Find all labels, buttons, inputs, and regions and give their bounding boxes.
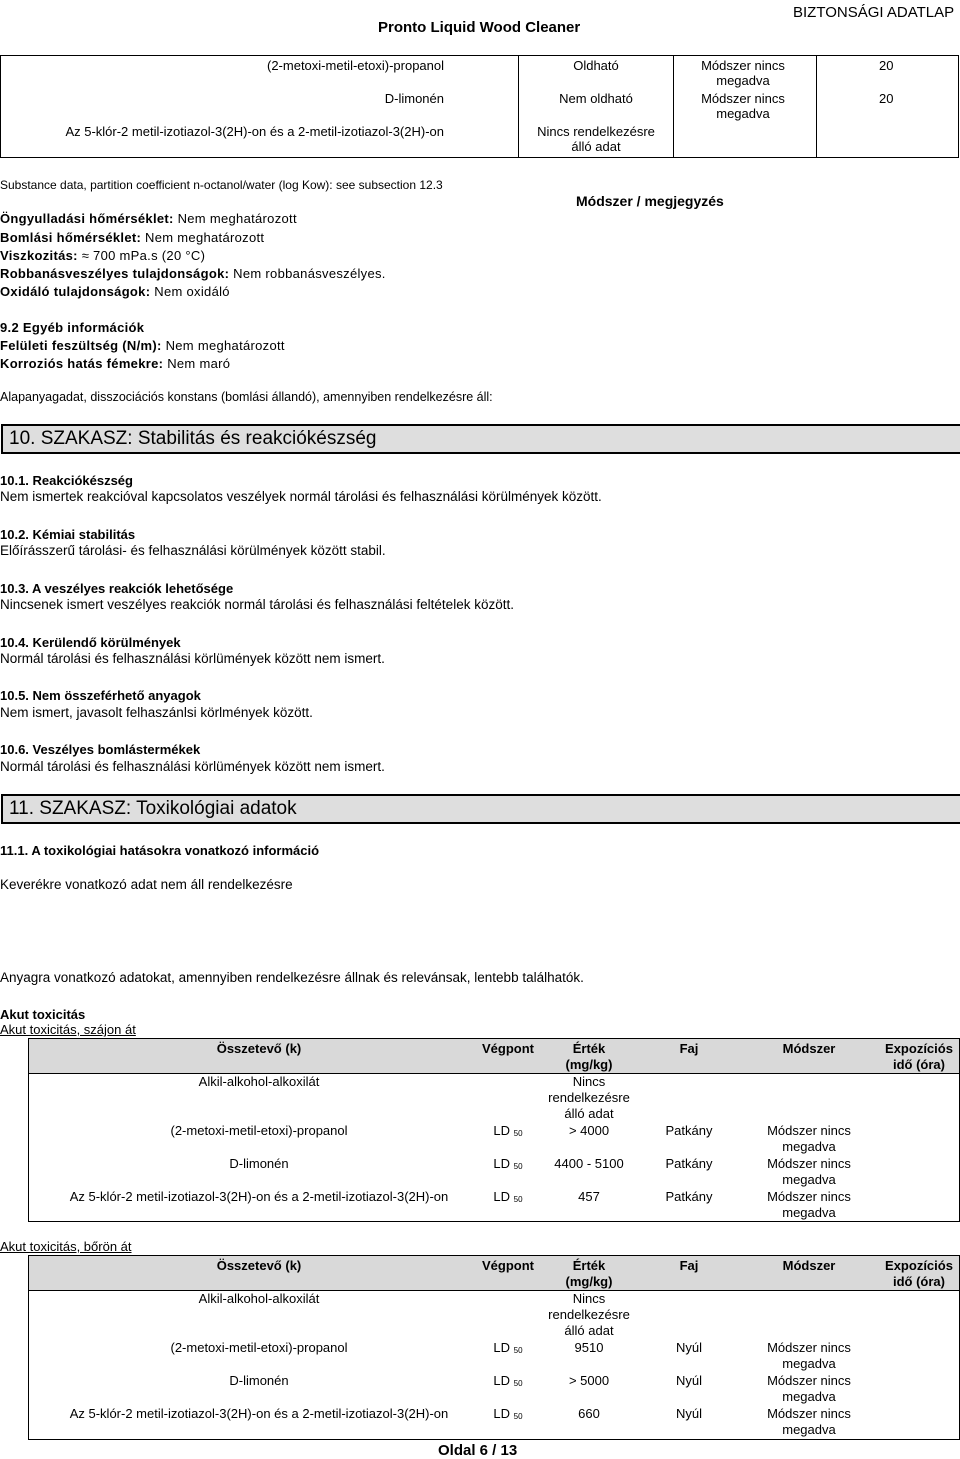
component-name: Alkil-alkohol-alkoxilát	[198, 1074, 320, 1089]
document-type: BIZTONSÁGI ADATLAP	[793, 4, 955, 21]
property-label: Korroziós hatás fémekre:	[0, 356, 164, 371]
method-cell	[759, 1156, 859, 1188]
partition-note: Substance data, partition coefficient n-octanol/water (log Kow): see subsection 12.3	[0, 178, 443, 192]
property-label: Viszkozitás:	[0, 248, 78, 263]
subsection-heading: 10.6. Veszélyes bomlástermékek	[0, 742, 201, 757]
endpoint-text: LD	[493, 1123, 511, 1138]
table-row	[1, 58, 958, 90]
explosive-properties	[0, 266, 386, 281]
endpoint-cell	[473, 1340, 543, 1359]
endpoint-cell	[473, 1406, 543, 1425]
col-component: Összetevő (k)	[216, 1041, 302, 1056]
species-cell: Nyúl	[675, 1340, 702, 1355]
method-line-2: megadva	[782, 1172, 836, 1187]
property-value: Nem oxidáló	[154, 284, 230, 299]
corrosive-properties	[0, 356, 230, 371]
component-name: D-limonén	[229, 1373, 289, 1388]
method-line-1: Módszer nincs	[767, 1406, 851, 1421]
property-value: Nem maró	[167, 356, 231, 371]
component-name: (2-metoxi-metil-etoxi)-propanol	[170, 1123, 348, 1138]
subsection-heading: 10.2. Kémiai stabilitás	[0, 527, 136, 542]
species-cell: Patkány	[665, 1123, 713, 1138]
component-name: Alkil-alkohol-alkoxilát	[198, 1291, 320, 1306]
col-component: Összetevő (k)	[216, 1258, 302, 1273]
value-line-2: rendelkezésre	[548, 1307, 630, 1322]
col-value	[539, 1041, 639, 1073]
property-label: Bomlási hőmérséklet:	[0, 230, 142, 245]
col-exposure	[879, 1041, 959, 1073]
numeric-value: 20	[879, 91, 894, 106]
section-11-heading: 11. SZAKASZ: Toxikológiai adatok	[1, 794, 960, 824]
endpoint-text: LD	[493, 1189, 511, 1204]
solubility-line-2: álló adat	[571, 139, 621, 154]
endpoint-subscript: 50	[513, 1162, 523, 1171]
property-label: Oxidáló tulajdonságok:	[0, 284, 151, 299]
method-cell	[759, 1373, 859, 1405]
method-line-1: Módszer nincs	[767, 1123, 851, 1138]
method-cell	[759, 1189, 859, 1221]
method-line-1: Módszer nincs	[767, 1340, 851, 1355]
mixture-note: Keverékre vonatkozó adat nem áll rendelkezésre	[0, 877, 293, 892]
col-exposure	[879, 1258, 959, 1290]
method-line-2: megadva	[716, 73, 770, 88]
method-line-2: megadva	[782, 1422, 836, 1437]
col-exposure-line-1: Expozíciós	[885, 1258, 953, 1273]
page-number: Oldal 6 / 13	[438, 1442, 518, 1459]
value-cell: 4400 - 5100	[554, 1156, 624, 1171]
endpoint-text: LD	[493, 1156, 511, 1171]
substance-note: Anyagra vonatkozó adatokat, amennyiben rendelkezésre állnak és relevánsak, lentebb találhatók.	[0, 970, 584, 985]
component-name: Az 5-klór-2 metil-izotiazol-3(2H)-on és a 2-metil-izotiazol-3(2H)-on	[69, 1189, 449, 1204]
component-name: Az 5-klór-2 metil-izotiazol-3(2H)-on és a 2-metil-izotiazol-3(2H)-on	[65, 124, 444, 139]
method-line-2: megadva	[782, 1356, 836, 1371]
subsection-heading: 11.1. A toxikológiai hatásokra vonatkozó információ	[0, 843, 320, 858]
endpoint-subscript: 50	[513, 1129, 523, 1138]
product-title: Pronto Liquid Wood Cleaner	[378, 19, 581, 36]
value-cell	[539, 1291, 639, 1339]
table-row	[1, 91, 958, 123]
dissociation-note: Alapanyagadat, disszociációs konstans (bomlási állandó), amennyiben rendelkezésre áll:	[0, 390, 493, 404]
method-value	[673, 58, 813, 88]
value-cell: > 5000	[568, 1373, 610, 1388]
solubility-table	[0, 55, 959, 158]
col-exposure-line-2: idő (óra)	[893, 1274, 945, 1289]
method-line-2: megadva	[782, 1205, 836, 1220]
species-cell: Nyúl	[675, 1373, 702, 1388]
decomposition-temperature	[0, 230, 264, 245]
col-species: Faj	[679, 1041, 699, 1056]
method-line-1: Módszer nincs	[767, 1156, 851, 1171]
value-line-3: álló adat	[564, 1323, 614, 1338]
component-name: D-limonén	[384, 91, 444, 106]
endpoint-subscript: 50	[513, 1379, 523, 1388]
endpoint-subscript: 50	[513, 1346, 523, 1355]
method-cell	[759, 1340, 859, 1372]
solubility-value: Nem oldható	[559, 91, 633, 106]
viscosity	[0, 248, 205, 263]
method-value	[673, 91, 813, 121]
col-value-line-2: (mg/kg)	[565, 1274, 613, 1289]
value-line-1: Nincs	[572, 1074, 606, 1089]
oral-caption: Akut toxicitás, szájon át	[0, 1022, 136, 1037]
dermal-caption: Akut toxicitás, bőrön át	[0, 1239, 132, 1254]
section-10-heading: 10. SZAKASZ: Stabilitás és reakciókészség	[1, 424, 960, 454]
dermal-toxicity-table	[28, 1255, 960, 1440]
method-column-header: Módszer / megjegyzés	[576, 193, 724, 209]
property-label: Robbanásveszélyes tulajdonságok:	[0, 266, 230, 281]
property-value: Nem meghatározott	[177, 211, 297, 226]
subsection-text: Előírásszerű tárolási- és felhasználási körülmények között stabil.	[0, 543, 386, 558]
value-cell	[539, 1074, 639, 1122]
property-value: Nem meghatározott	[145, 230, 265, 245]
species-cell: Patkány	[665, 1189, 713, 1204]
property-label: Öngyulladási hőmérséklet:	[0, 211, 174, 226]
property-value: ≈ 700 mPa.s (20 °C)	[81, 248, 206, 263]
value-line-2: rendelkezésre	[548, 1090, 630, 1105]
species-cell: Patkány	[665, 1156, 713, 1171]
endpoint-cell	[473, 1189, 543, 1208]
species-cell: Nyúl	[675, 1406, 702, 1421]
method-line-1: Módszer nincs	[767, 1189, 851, 1204]
value-cell: 457	[578, 1189, 600, 1204]
method-line-1: Módszer nincs	[767, 1373, 851, 1388]
acute-toxicity-heading: Akut toxicitás	[0, 1007, 86, 1022]
method-cell	[759, 1123, 859, 1155]
solubility-value	[526, 124, 666, 154]
property-value: Nem meghatározott	[165, 338, 285, 353]
table-header	[29, 1039, 959, 1074]
col-value-line-1: Érték	[572, 1041, 606, 1056]
col-method: Módszer	[782, 1258, 836, 1273]
numeric-value: 20	[879, 58, 894, 73]
col-method: Módszer	[782, 1041, 836, 1056]
subsection-heading: 10.3. A veszélyes reakciók lehetősége	[0, 581, 234, 596]
method-line-1: Módszer nincs	[701, 91, 785, 106]
endpoint-text: LD	[493, 1406, 511, 1421]
surface-tension	[0, 338, 285, 353]
endpoint-subscript: 50	[513, 1412, 523, 1421]
value-line-3: álló adat	[564, 1106, 614, 1121]
method-line-2: megadva	[782, 1139, 836, 1154]
endpoint-text: LD	[493, 1373, 511, 1388]
table-header	[29, 1256, 959, 1291]
solubility-value: Oldható	[573, 58, 619, 73]
method-line-2: megadva	[716, 106, 770, 121]
component-name: D-limonén	[229, 1156, 289, 1171]
solubility-line-1: Nincs rendelkezésre	[537, 124, 655, 139]
col-exposure-line-1: Expozíciós	[885, 1041, 953, 1056]
method-line-2: megadva	[782, 1389, 836, 1404]
property-value: Nem robbanásveszélyes.	[233, 266, 386, 281]
col-species: Faj	[679, 1258, 699, 1273]
subsection-text: Nem ismert, javasolt felhaszánlsi körlmények között.	[0, 705, 313, 720]
property-label: Felületi feszültség (N/m):	[0, 338, 162, 353]
value-cell: 9510	[574, 1340, 604, 1355]
component-name: (2-metoxi-metil-etoxi)-propanol	[170, 1340, 348, 1355]
col-exposure-line-2: idő (óra)	[893, 1057, 945, 1072]
subsection-text: Normál tárolási és felhasználási körlümények között nem ismert.	[0, 759, 385, 774]
endpoint-cell	[473, 1156, 543, 1175]
method-line-1: Módszer nincs	[701, 58, 785, 73]
col-value-line-1: Érték	[572, 1258, 606, 1273]
method-cell	[759, 1406, 859, 1438]
subsection-heading: 10.4. Kerülendő körülmények	[0, 635, 181, 650]
col-endpoint: Végpont	[482, 1041, 534, 1056]
component-name: (2-metoxi-metil-etoxi)-propanol	[267, 58, 444, 73]
col-endpoint: Végpont	[482, 1258, 534, 1273]
value-cell: 660	[578, 1406, 600, 1421]
col-value-line-2: (mg/kg)	[565, 1057, 613, 1072]
oxidizing-properties	[0, 284, 230, 299]
value-cell: > 4000	[568, 1123, 610, 1138]
subsection-heading: 10.5. Nem összeférhető anyagok	[0, 688, 201, 703]
endpoint-subscript: 50	[513, 1195, 523, 1204]
subsection-text: Nincsenek ismert veszélyes reakciók normál tárolási és felhasználási feltételek között.	[0, 597, 514, 612]
component-name: Az 5-klór-2 metil-izotiazol-3(2H)-on és a 2-metil-izotiazol-3(2H)-on	[69, 1406, 449, 1421]
table-row	[1, 124, 958, 156]
subsection-text: Normál tárolási és felhasználási körlümények között nem ismert.	[0, 651, 385, 666]
subsection-heading: 10.1. Reakciókészség	[0, 473, 133, 488]
other-info-heading: 9.2 Egyéb információk	[0, 320, 145, 335]
endpoint-cell	[473, 1123, 543, 1142]
endpoint-text: LD	[493, 1340, 511, 1355]
value-line-1: Nincs	[572, 1291, 606, 1306]
subsection-text: Nem ismertek reakcióval kapcsolatos veszélyek normál tárolási és felhasználási körülmények között.	[0, 489, 602, 504]
ignition-temperature	[0, 211, 297, 226]
oral-toxicity-table	[28, 1038, 960, 1222]
endpoint-cell	[473, 1373, 543, 1392]
col-value	[539, 1258, 639, 1290]
